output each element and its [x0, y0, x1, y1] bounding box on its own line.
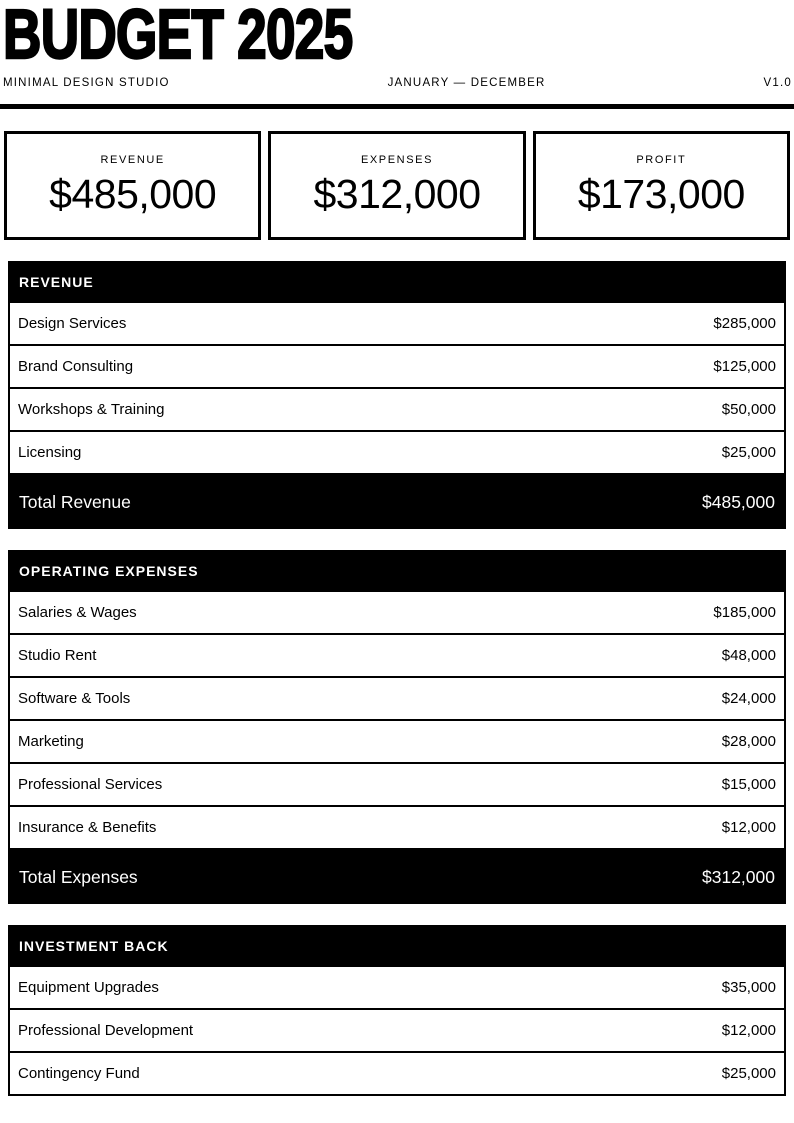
- section-operating-expenses: [8, 550, 786, 904]
- row-value: $12,000: [721, 1022, 776, 1039]
- row-value: $48,000: [721, 647, 776, 664]
- row-label: Professional Services: [18, 776, 163, 793]
- row-value: $25,000: [721, 1065, 776, 1082]
- meta-row: [0, 77, 794, 89]
- card-value: $173,000: [577, 171, 745, 217]
- table-row: [10, 721, 784, 764]
- row-label: Salaries & Wages: [18, 604, 137, 621]
- section-revenue: [8, 261, 786, 529]
- version-label: V1.0: [763, 77, 792, 89]
- section-title: REVENUE: [19, 274, 94, 290]
- table-rows: [8, 592, 786, 850]
- total-label: Total Revenue: [19, 491, 131, 512]
- summary-card-expenses: [268, 131, 525, 240]
- row-label: Insurance & Benefits: [18, 819, 157, 836]
- row-value: $12,000: [721, 819, 776, 836]
- row-value: $28,000: [721, 733, 776, 750]
- row-label: Studio Rent: [18, 647, 97, 664]
- row-label: Workshops & Training: [18, 401, 165, 418]
- table-row: [10, 678, 784, 721]
- row-value: $35,000: [721, 979, 776, 996]
- summary-card-revenue: [4, 131, 261, 240]
- card-label: EXPENSES: [360, 154, 434, 166]
- row-label: Licensing: [18, 444, 82, 461]
- studio-name: MINIMAL DESIGN STUDIO: [3, 77, 170, 89]
- section-title: INVESTMENT BACK: [19, 938, 169, 954]
- table-rows: [8, 967, 786, 1096]
- card-label: REVENUE: [100, 154, 165, 166]
- page-title: BUDGET 2025: [3, 0, 353, 73]
- table-row: [10, 1053, 784, 1096]
- total-row: [8, 475, 786, 529]
- row-value: $24,000: [721, 690, 776, 707]
- row-value: $15,000: [721, 776, 776, 793]
- row-value: $185,000: [713, 604, 776, 621]
- summary-card-profit: [533, 131, 790, 240]
- total-label: Total Expenses: [19, 866, 138, 887]
- table-row: [10, 807, 784, 850]
- row-label: Software & Tools: [18, 690, 131, 707]
- table-row: [10, 592, 784, 635]
- row-value: $25,000: [721, 444, 776, 461]
- section-title: OPERATING EXPENSES: [19, 563, 199, 579]
- row-value: $285,000: [713, 315, 776, 332]
- table-row: [10, 764, 784, 807]
- row-label: Design Services: [18, 315, 127, 332]
- row-label: Professional Development: [18, 1022, 194, 1039]
- summary-cards: [4, 131, 790, 240]
- period-label: JANUARY — DECEMBER: [387, 77, 546, 89]
- section-investment-back: [8, 925, 786, 1096]
- table-row: [10, 967, 784, 1010]
- card-value: $312,000: [313, 171, 481, 217]
- section-header: [8, 925, 786, 967]
- section-header: [8, 550, 786, 592]
- header: [0, 0, 794, 109]
- row-label: Contingency Fund: [18, 1065, 140, 1082]
- total-value: $485,000: [702, 491, 775, 512]
- row-value: $50,000: [721, 401, 776, 418]
- table-row: [10, 1010, 784, 1053]
- table-row: [10, 389, 784, 432]
- table-row: [10, 303, 784, 346]
- table-row: [10, 432, 784, 475]
- header-rule: [0, 104, 794, 109]
- row-label: Brand Consulting: [18, 358, 134, 375]
- section-header: [8, 261, 786, 303]
- table-row: [10, 346, 784, 389]
- row-label: Marketing: [18, 733, 84, 750]
- total-row: [8, 850, 786, 904]
- row-value: $125,000: [713, 358, 776, 375]
- card-label: PROFIT: [636, 154, 687, 166]
- table-row: [10, 635, 784, 678]
- table-rows: [8, 303, 786, 475]
- total-value: $312,000: [702, 866, 775, 887]
- card-value: $485,000: [49, 171, 217, 217]
- row-label: Equipment Upgrades: [18, 979, 159, 996]
